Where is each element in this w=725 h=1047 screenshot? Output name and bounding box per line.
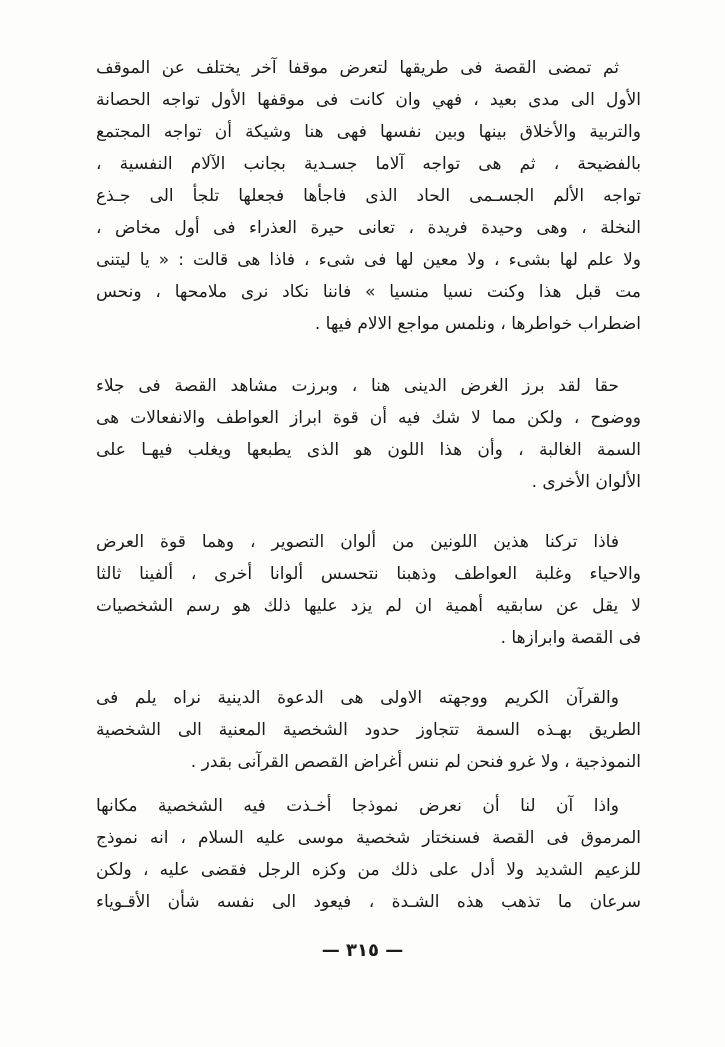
- paragraph-2: [96, 370, 641, 498]
- text-line: تواجه الألم الجسـمى الحاد الذى فاجأها فجعلها تلجأ الى جـذع: [96, 186, 641, 206]
- text-line: والقرآن الكريم ووجهته الاولى هى الدعوة الدينية نراه يلم فى: [96, 688, 619, 708]
- text-line: فى القصة وابرازها .: [500, 628, 641, 648]
- text-line: النخلة ، وهى وحيدة فريدة ، تعانى حيرة العذراء فى أول مخاض ،: [96, 218, 641, 238]
- text-line: فاذا تركنا هذين اللونين من ألوان التصوير ، وهما قوة العرض: [96, 532, 619, 552]
- text-line: النموذجية ، ولا غرو فنحن لم ننس أغراض القصص القرآنى بقدر .: [190, 752, 641, 772]
- text-line: واذا آن لنا أن نعرض نموذجا أخـذت فيه الشخصية مكانها: [96, 796, 619, 816]
- text-line: مت قبل هذا وكنت نسيا منسيا » فاننا نكاد نرى ملامحها ، ونحس: [96, 282, 641, 302]
- text-line: ولا علم لها بشىء ، ولا معين لها فى شىء ، فاذا هى قالت : « يا ليتنى: [96, 250, 641, 270]
- text-line: حقا لقد برز الغرض الدينى هنا ، وبرزت مشاهد القصة فى جلاء: [96, 376, 619, 396]
- text-line: الأول الى مدى بعيد ، فهي وان كانت فى موقفها الأول تواجه الحصانة: [96, 90, 641, 110]
- text-line: ووضوح ، ولكن مما لا شك فيه أن قوة ابراز العواطف والانفعالات هى: [96, 408, 641, 428]
- text-line: بالفضيحة ، ثم هى تواجه آلاما جسـدية بجانب الآلام النفسية ،: [96, 154, 641, 174]
- text-line: السمة الغالبة ، وأن هذا اللون هو الذى يطبعها ويغلب فيهـا على: [96, 440, 641, 460]
- paragraph-5: [96, 790, 641, 918]
- page-number: — ٣١٥ —: [321, 940, 404, 961]
- text-line: المرموق فى القصة فسنختار شخصية موسى عليه السلام ، انه نموذج: [96, 828, 641, 848]
- text-line: ثم تمضى القصة فى طريقها لتعرض موقفا آخر يختلف عن الموقف: [96, 58, 619, 78]
- paragraph-1: [96, 52, 641, 340]
- text-line: للزعيم الشديد ولا أدل على ذلك من وكزه الرجل فقضى عليه ، ولكن: [96, 860, 641, 880]
- text-line: اضطراب خواطرها ، ونلمس مواجع الالام فيها .: [314, 314, 641, 334]
- text-line: لا يقل عن سابقيه أهمية ان لم يزد عليها ذلك هو رسم الشخصيات: [96, 596, 641, 616]
- text-line: سرعان ما تذهب هذه الشـدة ، فيعود الى نفسه شأن الأقـوياء: [96, 892, 641, 912]
- paragraph-4: [96, 682, 641, 778]
- text-line: الألوان الأخرى .: [531, 472, 641, 492]
- text-line: والتربية والأخلاق بينها وبين نفسها فهى هنا وشيكة أن تواجه المجتمع: [96, 122, 641, 142]
- text-line: والاحياء وغلبة العواطف وذهبنا نتحسس ألوانا أخرى ، ألفينا ثالثا: [96, 564, 641, 584]
- paragraph-3: [96, 526, 641, 654]
- text-line: الطريق بهـذه السمة تتجاوز حدود الشخصية المعنية الى الشخصية: [96, 720, 641, 740]
